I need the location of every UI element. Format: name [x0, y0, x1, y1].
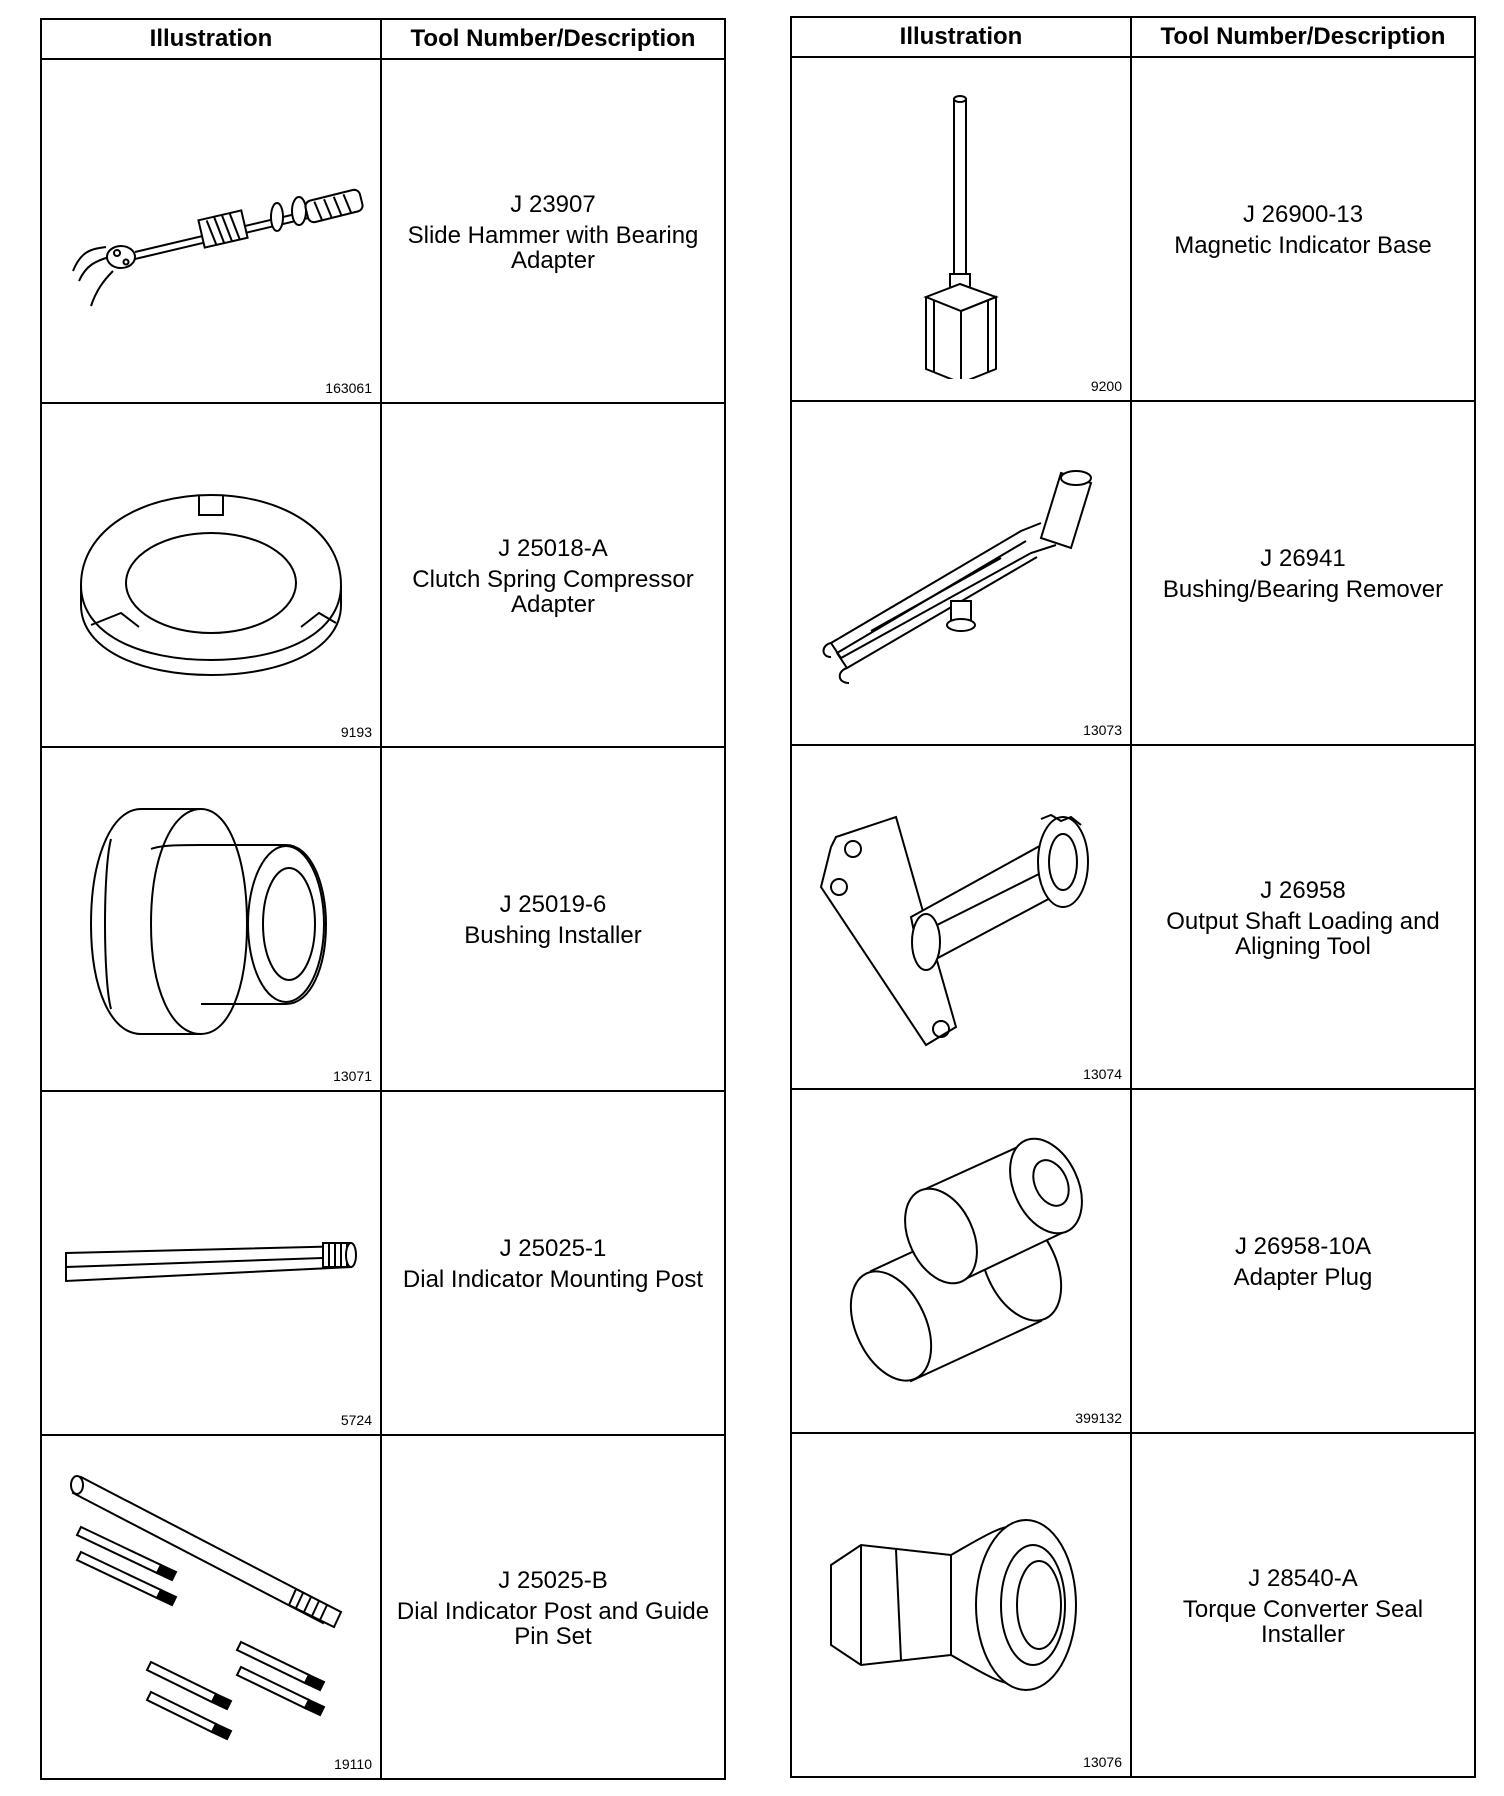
illustration-cell: [791, 1433, 1131, 1777]
table-row: [791, 745, 1475, 1089]
tool-table-right: [790, 16, 1476, 1778]
tool-header: Tool Number/Description: [381, 19, 725, 59]
table-row: [41, 1435, 725, 1779]
tool-description: Clutch Spring Compressor Adapter: [412, 565, 694, 618]
illustration-cell: [41, 403, 381, 747]
figure-number: 399132: [1075, 1410, 1122, 1426]
figure-number: 9200: [1090, 378, 1122, 394]
figure-number: 13074: [1083, 1066, 1122, 1082]
tool-description: Bushing Installer: [464, 922, 642, 949]
tool-cell: [381, 1091, 725, 1435]
figure-number: 163061: [325, 380, 372, 396]
seal-installer-icon: [801, 1495, 1121, 1715]
tool-number: J 26958-10A: [1234, 1233, 1372, 1260]
mounting-post-icon: [51, 1203, 371, 1323]
tool-number: J 25018-A: [498, 534, 608, 562]
magnetic-base-icon: [801, 79, 1121, 379]
tool-number: J 23907: [510, 190, 596, 218]
tool-table-left: [40, 18, 726, 1780]
table-row: [791, 1089, 1475, 1433]
aligning-tool-icon: [801, 777, 1121, 1057]
tool-description: Magnetic Indicator Base: [1174, 232, 1432, 259]
tool-description: Output Shaft Loading and Aligning Tool: [1166, 907, 1440, 960]
tool-description: Bushing/Bearing Remover: [1162, 576, 1444, 603]
tool-description: Slide Hammer with Bearing Adapter: [407, 221, 699, 274]
tool-cell: [381, 403, 725, 747]
illustration-cell: [41, 1091, 381, 1435]
tool-cell: [1131, 401, 1475, 745]
compressor-adapter-icon: [51, 455, 371, 695]
illustration-header: Illustration: [791, 17, 1131, 57]
tool-description: Torque Converter Seal Installer: [1182, 1595, 1424, 1648]
tool-cell: [1131, 1433, 1475, 1777]
figure-number: 13076: [1083, 1754, 1122, 1770]
table-row: [791, 1433, 1475, 1777]
illustration-cell: [41, 747, 381, 1091]
tool-number: J 26958: [1260, 876, 1346, 904]
tool-number: J 26941: [1260, 545, 1346, 572]
illustration-header: Illustration: [41, 19, 381, 59]
table-row: [791, 401, 1475, 745]
bushing-installer-icon: [51, 789, 371, 1049]
table-row: [41, 403, 725, 747]
tool-cell: [381, 59, 725, 403]
tool-cell: [381, 1435, 725, 1779]
bushing-remover-icon: [801, 453, 1121, 693]
adapter-plug-icon: [801, 1121, 1121, 1401]
tool-description: Dial Indicator Post and Guide Pin Set: [396, 1597, 710, 1650]
table-row: [41, 1091, 725, 1435]
header-row: [791, 17, 1475, 57]
illustration-cell: [791, 745, 1131, 1089]
illustration-cell: [791, 57, 1131, 401]
table-row: [41, 59, 725, 403]
tool-number: J 25019-6: [499, 891, 607, 918]
tool-cell: [1131, 745, 1475, 1089]
figure-number: 13071: [333, 1068, 372, 1084]
tool-cell: [1131, 1089, 1475, 1433]
tool-number: J 28540-A: [1248, 1564, 1358, 1592]
tool-header: Tool Number/Description: [1131, 17, 1475, 57]
tool-description: Dial Indicator Mounting Post: [402, 1266, 704, 1293]
illustration-cell: [791, 1089, 1131, 1433]
illustration-cell: [41, 1435, 381, 1779]
guide-pin-set-icon: [51, 1457, 371, 1757]
figure-number: 5724: [340, 1412, 372, 1428]
figure-number: 13073: [1083, 722, 1122, 738]
figure-number: 19110: [334, 1756, 372, 1772]
illustration-cell: [41, 59, 381, 403]
tool-cell: [1131, 57, 1475, 401]
figure-number: 9193: [340, 724, 372, 740]
tool-number: J 25025-B: [498, 1566, 608, 1594]
table-row: [41, 747, 725, 1091]
tool-number: J 26900-13: [1242, 201, 1364, 228]
header-row: [41, 19, 725, 59]
tool-description: Adapter Plug: [1233, 1264, 1373, 1291]
tool-number: J 25025-1: [499, 1235, 607, 1262]
table-row: [791, 57, 1475, 401]
illustration-cell: [791, 401, 1131, 745]
slide-hammer-icon: [51, 131, 371, 331]
tool-cell: [381, 747, 725, 1091]
